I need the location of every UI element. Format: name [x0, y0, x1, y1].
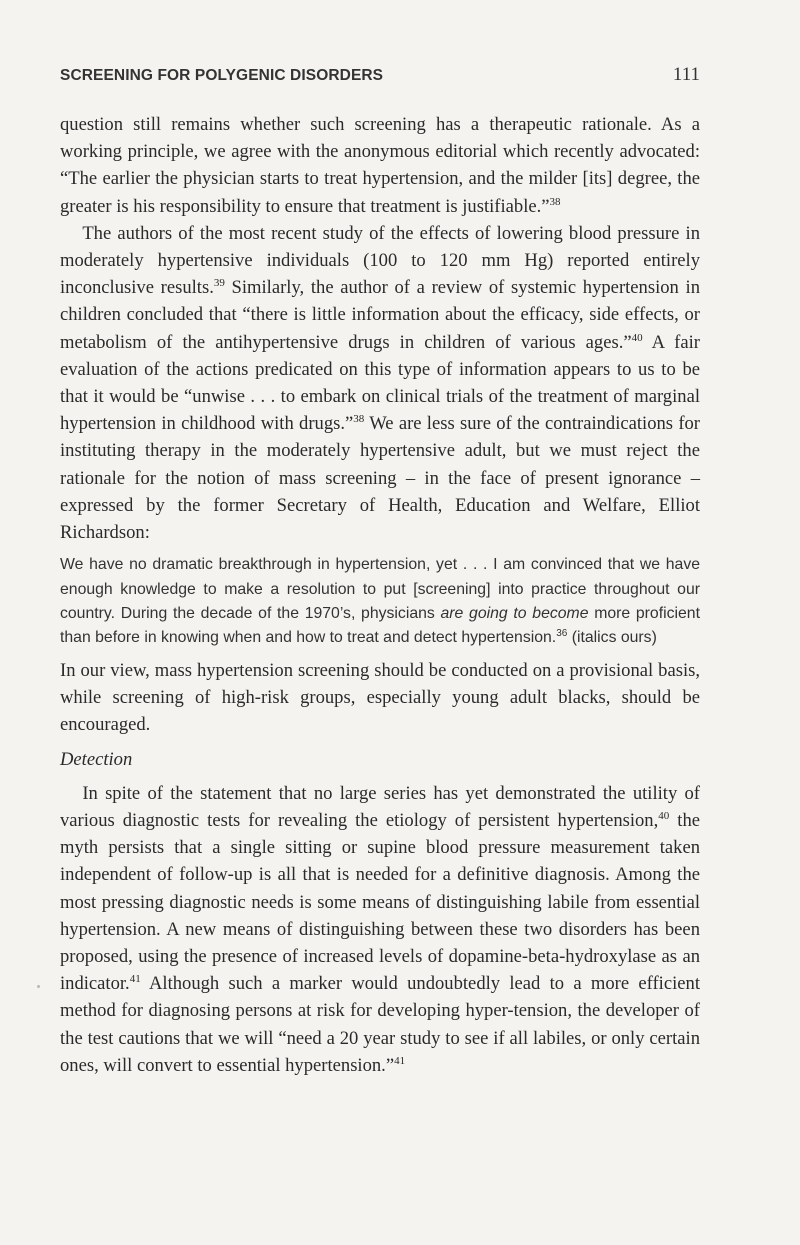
footnote-ref: 39 [213, 277, 225, 290]
page-number: 111 [672, 64, 700, 85]
footnote-ref: 38 [549, 195, 561, 208]
footnote-ref: 40 [631, 331, 643, 344]
paragraph-4: In spite of the statement that no large series has yet demonstrated the utility of various diagnostic tests for revealing the etiology of persistent hypertension,$^{40}$ the myth persists that a single sitting or supine blood pressure measurement taken independent of follow-up is all that is needed for a definitive diagnosis. Among the most pressing diagnostic needs is some means of distinguishing labile from essential hypertension. A new means of distinguishing between these two disorders has been proposed, using the presence of increased levels of dopamine-beta-hydroxylase as an indicator.$^{41}$ Although such a marker would undoubtedly lead to a more efficient method for diagnosing persons at risk for developing hyper-tension, the developer of the test cautions that we will “need a 20 year study to see if all labiles, or only certain ones, will convert to essential hypertension.”$^{41}$ [60, 782, 700, 1076]
paragraph-3: In our view, mass hypertension screening should be conducted on a provisional basis, while screening of high-risk groups, especially young adult blacks, should be encouraged. [60, 659, 700, 736]
block-quote: We have no dramatic breakthrough in hypertension, yet . . . I am convinced that we have enough knowledge to make a resolution to put [screening] into practice throughout our country. During the decade of the 1970’s, physicians are going to become more proficient than before in knowing when and how to treat and detect hypertension.$^{36}$ (italics ours) [60, 556, 700, 647]
body-text [60, 111, 700, 1079]
page-header [60, 64, 700, 86]
paragraph-1: question still remains whether such screening has a therapeutic rationale. As a working principle, we agree with the anonymous editorial which recently advocated: “The earlier the physician starts to treat hypertension, and the milder [its] degree, the greater is his responsibility to ensure that treatment is justifiable.”$^{38}$ [60, 114, 700, 217]
footnote-ref: 38 [353, 413, 365, 426]
footnote-ref: 41 [129, 973, 141, 986]
scan-speck [37, 985, 40, 988]
section-heading: Detection [60, 749, 133, 771]
paragraph-2: The authors of the most recent study of the effects of lowering blood pressure in moderately hypertensive individuals (100 to 120 mm Hg) reported entirely inconclusive results.$^{39}$ Similarly, the author of a review of systemic hypertension in children concluded that “there is little information about the efficacy, side effects, or metabolism of the antihypertensive drugs in children of various ages.”$^{40}$ A fair evaluation of the actions predicated on this type of information appears to us to be that it would be “unwise . . . to embark on clinical trials of the treatment of marginal hypertension in childhood with drugs.”$^{38}$ We are less sure of the contraindications for instituting therapy in the moderately hypertensive adult, but we must reject the rationale for the notion of mass screening – in the face of present ignorance – expressed by the former Secretary of Health, Education and Welfare, Elliot Richardson: [60, 222, 700, 544]
running-head: SCREENING FOR POLYGENIC DISORDERS [60, 67, 384, 84]
footnote-ref: 41 [394, 1054, 406, 1067]
footnote-ref: 36 [556, 628, 568, 640]
quote-italic: are going to become [440, 605, 589, 623]
footnote-ref: 40 [658, 809, 670, 822]
